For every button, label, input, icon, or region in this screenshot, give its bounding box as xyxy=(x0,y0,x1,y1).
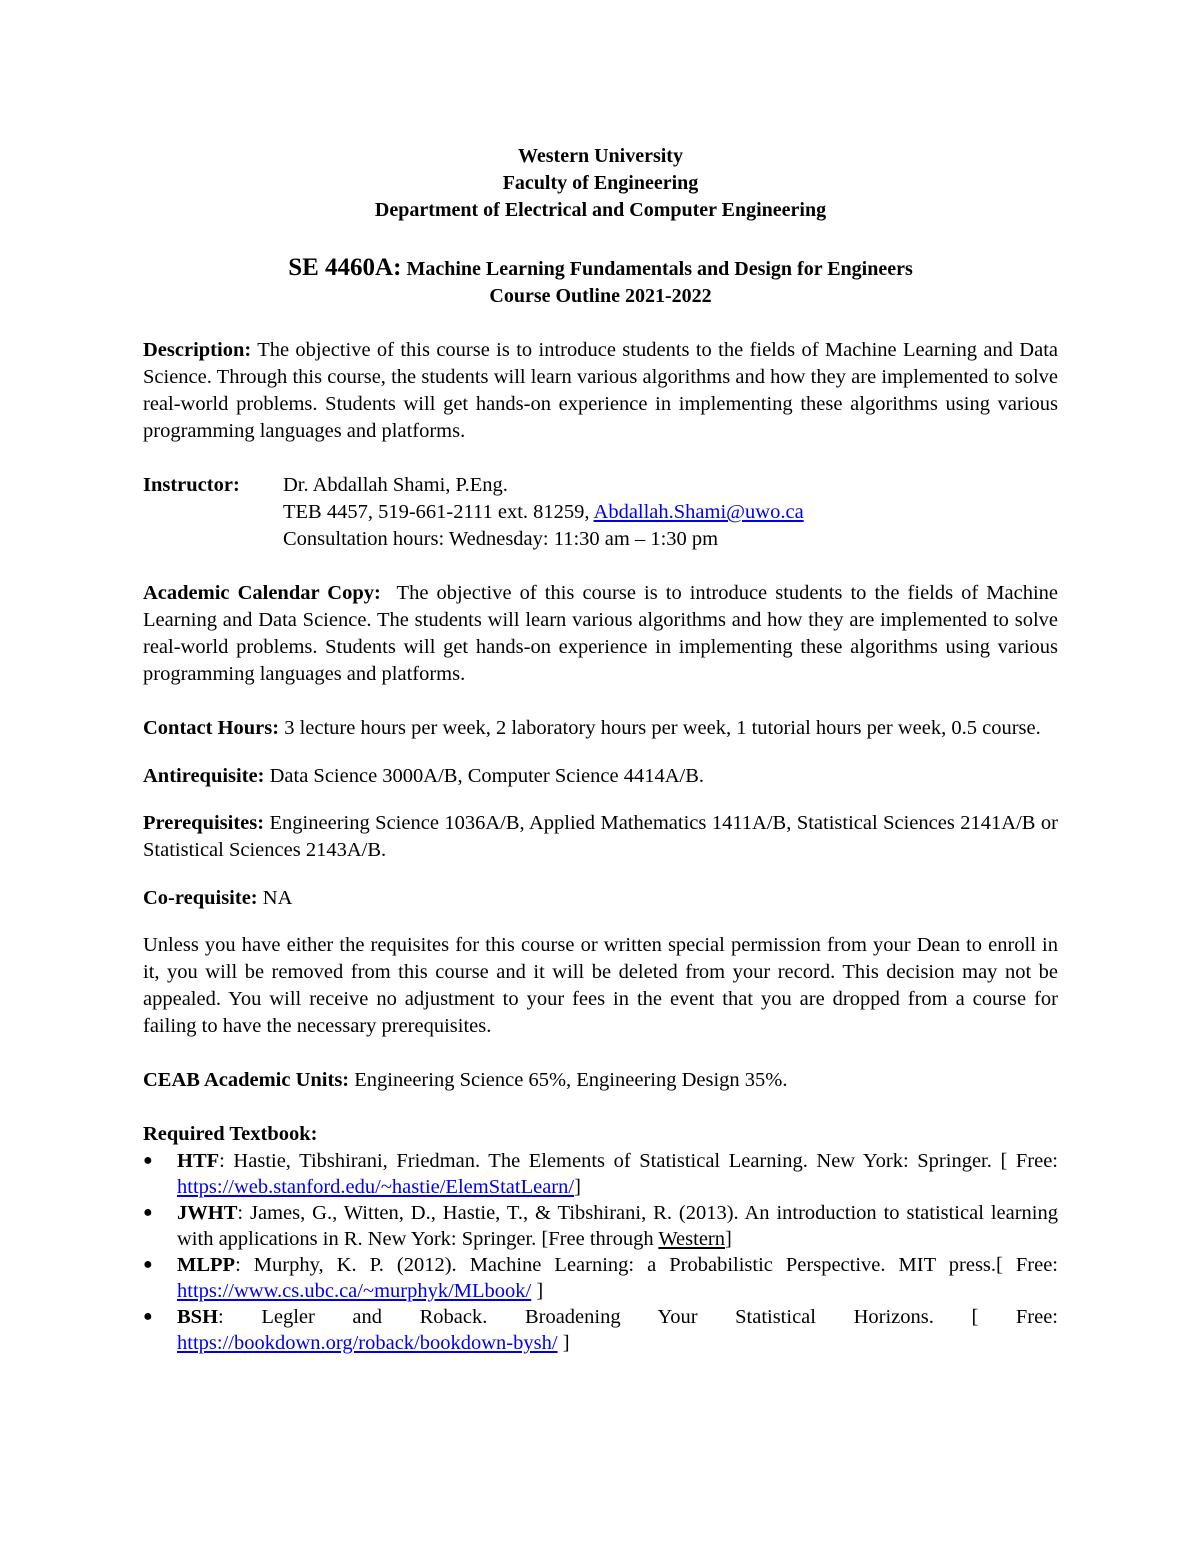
document-header xyxy=(143,143,1058,224)
bullet-icon: ● xyxy=(143,1152,153,1169)
instructor-label: Instructor: xyxy=(143,474,240,496)
ceab-section xyxy=(143,1067,1058,1094)
ceab-text: Engineering Science 65%, Engineering Design 35%. xyxy=(354,1069,788,1091)
faculty-name: Faculty of Engineering xyxy=(502,172,699,194)
textbook-tail: ] xyxy=(574,1176,581,1198)
course-title-block xyxy=(143,254,1058,310)
instructor-office-line xyxy=(283,499,804,526)
course-title xyxy=(143,254,1058,283)
course-outline-page xyxy=(143,143,1058,1356)
ceab-label: CEAB Academic Units: xyxy=(143,1069,350,1091)
textbook-link[interactable]: https://web.stanford.edu/~hastie/ElemStatLearn/ xyxy=(177,1176,575,1198)
textbook-heading: Required Textbook: xyxy=(143,1123,318,1145)
corequisite-text: NA xyxy=(262,886,293,909)
course-code: SE 4460A: xyxy=(288,254,402,281)
antirequisite-text: Data Science 3000A/B, Computer Science 4414A/B. xyxy=(269,764,705,787)
western-library-link[interactable]: Western xyxy=(658,1228,725,1250)
textbook-text: : Legler and Roback. Broadening Your Statistical Horizons. [ Free: xyxy=(218,1306,1058,1328)
instructor-name: Dr. Abdallah Shami, P.Eng. xyxy=(283,474,508,496)
description-section xyxy=(143,337,1058,445)
textbook-item-mlpp xyxy=(143,1252,1058,1304)
prerequisites-section xyxy=(143,810,1058,864)
instructor-details xyxy=(283,472,804,553)
textbook-link[interactable]: https://www.cs.ubc.ca/~murphyk/MLbook/ xyxy=(177,1280,532,1302)
description-text: The objective of this course is to introduce students to the fields of Machine Learning and Data Science. Through this course, the students will learn various algorithms and how they are implemented to solve real-world problems. Students will get hands-on experience in implementing these algorithms using various programming languages and platforms. xyxy=(143,339,1058,442)
textbook-list xyxy=(143,1148,1058,1356)
university-name: Western University xyxy=(518,145,683,167)
instructor-hours: Consultation hours: Wednesday: 11:30 am – 1:30 pm xyxy=(283,528,719,550)
textbook-item-jwht xyxy=(143,1200,1058,1252)
textbook-item-bsh xyxy=(143,1304,1058,1356)
bullet-icon: ● xyxy=(143,1256,153,1273)
textbook-abbr: BSH xyxy=(177,1306,219,1328)
textbook-text: : Murphy, K. P. (2012). Machine Learning: a Probabilistic Perspective. MIT press.[ Free: xyxy=(235,1254,1058,1276)
instructor-email-link[interactable]: Abdallah.Shami@uwo.ca xyxy=(593,501,804,523)
calendar-label: Academic Calendar Copy: xyxy=(143,582,381,604)
textbook-item-htf xyxy=(143,1148,1058,1200)
contact-hours-text: 3 lecture hours per week, 2 laboratory hours per week, 1 tutorial hours per week, 0.5 course. xyxy=(284,717,1041,739)
instructor-section xyxy=(143,472,1058,553)
textbook-section xyxy=(143,1121,1058,1356)
description-label: Description: xyxy=(143,339,252,361)
textbook-tail: ] xyxy=(531,1280,544,1302)
course-outline-year: Course Outline 2021-2022 xyxy=(489,285,712,307)
calendar-section xyxy=(143,580,1058,688)
calendar-text: The objective of this course is to introduce students to the fields of Machine Learning and Data Science. The students will learn various algorithms and how they are implemented to solve real-world problems. Students will get hands-on experience in implementing these algorithms using various programming languages and platforms. xyxy=(143,582,1059,685)
antirequisite-section xyxy=(143,763,1058,790)
department-name: Department of Electrical and Computer Engineering xyxy=(374,199,827,221)
prerequisites-text: Engineering Science 1036A/B, Applied Mathematics 1411A/B, Statistical Sciences 2141A/B or Statistical Sciences 2143A/B. xyxy=(143,812,1058,861)
corequisite-section xyxy=(143,885,1058,912)
requisites-notice: Unless you have either the requisites for this course or written special permission from your Dean to enroll in it, you will be removed from this course and it will be deleted from your record. This decision may not be appealed. You will receive no adjustment to your fees in the event that you are dropped from a course for failing to have the necessary prerequisites. xyxy=(143,934,1058,1037)
textbook-abbr: MLPP xyxy=(177,1254,236,1276)
prerequisites-label: Prerequisites: xyxy=(143,812,265,834)
textbook-tail: ] xyxy=(725,1228,732,1250)
textbook-text: : Hastie, Tibshirani, Friedman. The Elements of Statistical Learning. New York: Springer. [ Free: xyxy=(219,1150,1058,1172)
contact-hours-label: Contact Hours: xyxy=(143,717,280,739)
bullet-icon: ● xyxy=(143,1204,153,1221)
contact-hours-section xyxy=(143,715,1058,742)
textbook-abbr: JWHT xyxy=(177,1202,238,1224)
instructor-office: TEB 4457, 519-661-2111 ext. 81259, xyxy=(283,501,594,523)
textbook-tail: ] xyxy=(557,1332,570,1354)
course-name: Machine Learning Fundamentals and Design for Engineers xyxy=(406,258,913,280)
textbook-link[interactable]: https://bookdown.org/roback/bookdown-bysh/ xyxy=(177,1332,558,1354)
bullet-icon: ● xyxy=(143,1308,153,1325)
textbook-text: : James, G., Witten, D., Hastie, T., & Tibshirani, R. (2013). An introduction to statistical learning with applications in R. New York: Springer. [Free through xyxy=(177,1202,1058,1250)
antirequisite-label: Antirequisite: xyxy=(143,764,265,787)
textbook-abbr: HTF xyxy=(177,1150,220,1172)
corequisite-label: Co-requisite: xyxy=(143,886,258,909)
